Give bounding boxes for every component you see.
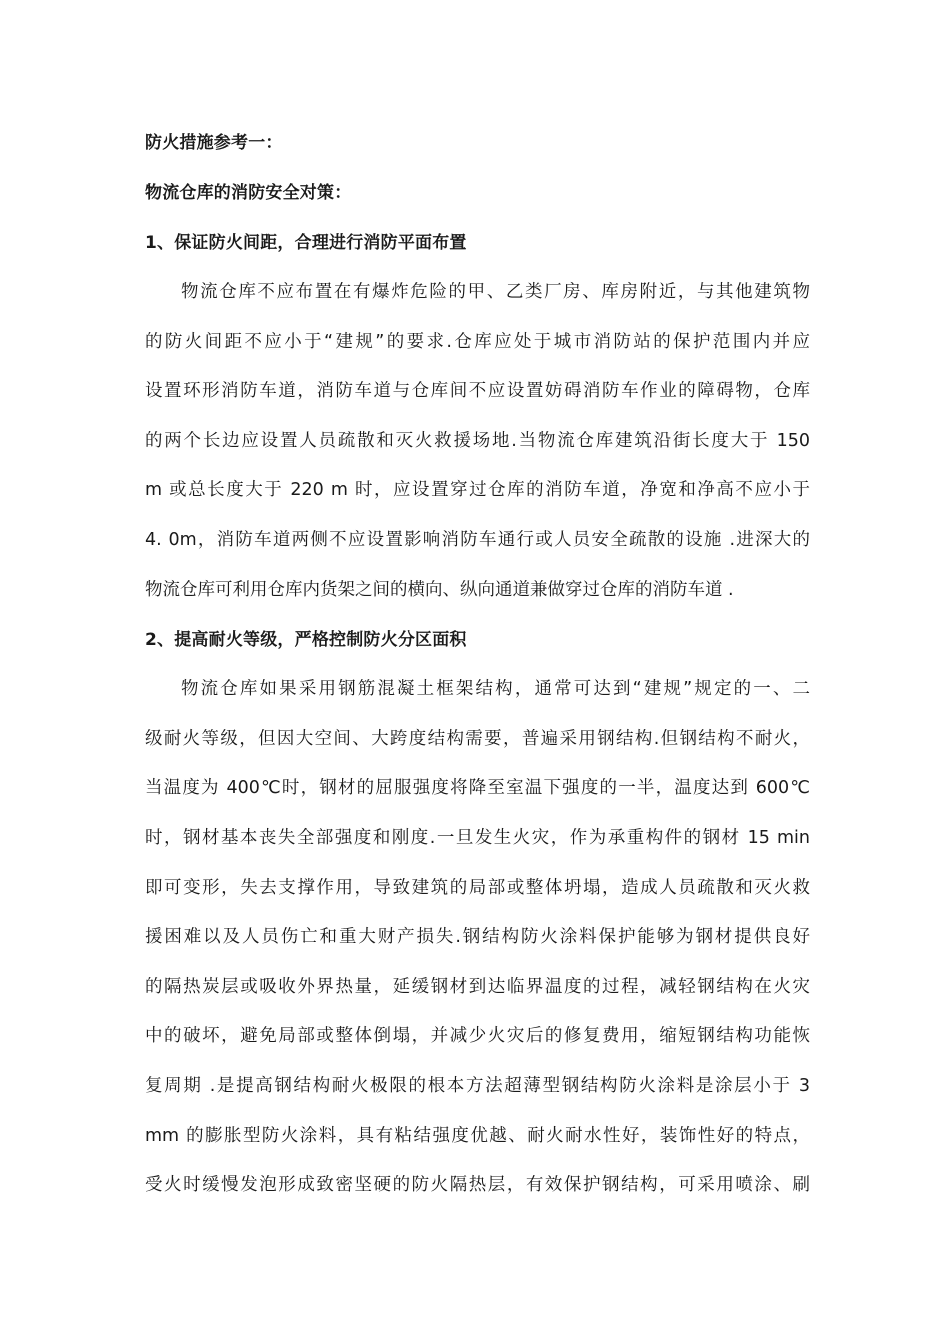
paragraph-line: 4. 0m，消防车道两侧不应设置影响消防车通行或人员安全疏散的设施 .进深大的 [145, 529, 810, 550]
paragraph-line: 复周期 .是提高钢结构耐火极限的根本方法超薄型钢结构防火涂料是涂层小于 3 [145, 1075, 810, 1096]
section-1-paragraph [145, 268, 810, 615]
section-2-heading: 2、提高耐火等级，严格控制防火分区面积 [145, 630, 467, 651]
paragraph-line: m 或总长度大于 220 m 时，应设置穿过仓库的消防车道，净宽和净高不应小于 [145, 480, 810, 501]
paragraph-line: 级耐火等级，但因大空间、大跨度结构需要，普遍采用钢结构.但钢结构不耐火， [145, 728, 810, 749]
paragraph-line: 受火时缓慢发泡形成致密坚硬的防火隔热层，有效保护钢结构，可采用喷涂、刷 [145, 1175, 810, 1196]
paragraph-line: 物流仓库如果采用钢筋混凝土框架结构，通常可达到“建规”规定的一、二 [181, 679, 810, 700]
paragraph-line: 物流仓库可利用仓库内货架之间的横向、纵向通道兼做穿过仓库的消防车道 . [145, 579, 734, 600]
document-subtitle: 物流仓库的消防安全对策： [145, 183, 352, 203]
paragraph-line: mm 的膨胀型防火涂料，具有粘结强度优越、耐火耐水性好，装饰性好的特点， [145, 1125, 810, 1146]
paragraph-line: 中的破坏，避免局部或整体倒塌，并减少火灾后的修复费用，缩短钢结构功能恢 [145, 1026, 810, 1047]
paragraph-line: 的隔热炭层或吸收外界热量，延缓钢材到达临界温度的过程，减轻钢结构在火灾 [145, 976, 810, 997]
paragraph-line: 时，钢材基本丧失全部强度和刚度.一旦发生火灾，作为承重构件的钢材 15 min [145, 827, 810, 848]
paragraph-line: 的防火间距不应小于“建规”的要求.仓库应处于城市消防站的保护范围内并应 [145, 331, 810, 352]
paragraph-line: 当温度为 400℃时，钢材的屈服强度将降至室温下强度的一半，温度达到 600℃ [145, 778, 810, 799]
document-title: 防火措施参考一： [145, 133, 283, 153]
paragraph-line: 的两个长边应设置人员疏散和灭火救援场地.当物流仓库建筑沿街长度大于 150 [145, 430, 810, 451]
document-body [145, 118, 810, 1211]
paragraph-line: 物流仓库不应布置在有爆炸危险的甲、乙类厂房、库房附近，与其他建筑物 [181, 282, 810, 302]
section-1-heading: 1、保证防火间距，合理进行消防平面布置 [145, 233, 467, 253]
paragraph-line: 援困难以及人员伤亡和重大财产损失.钢结构防火涂料保护能够为钢材提供良好 [145, 927, 810, 948]
section-2-paragraph [145, 665, 810, 1211]
paragraph-line: 即可变形，失去支撑作用，导致建筑的局部或整体坍塌，造成人员疏散和灭火救 [145, 877, 810, 898]
paragraph-line: 设置环形消防车道，消防车道与仓库间不应设置妨碍消防车作业的障碍物，仓库 [145, 381, 810, 402]
